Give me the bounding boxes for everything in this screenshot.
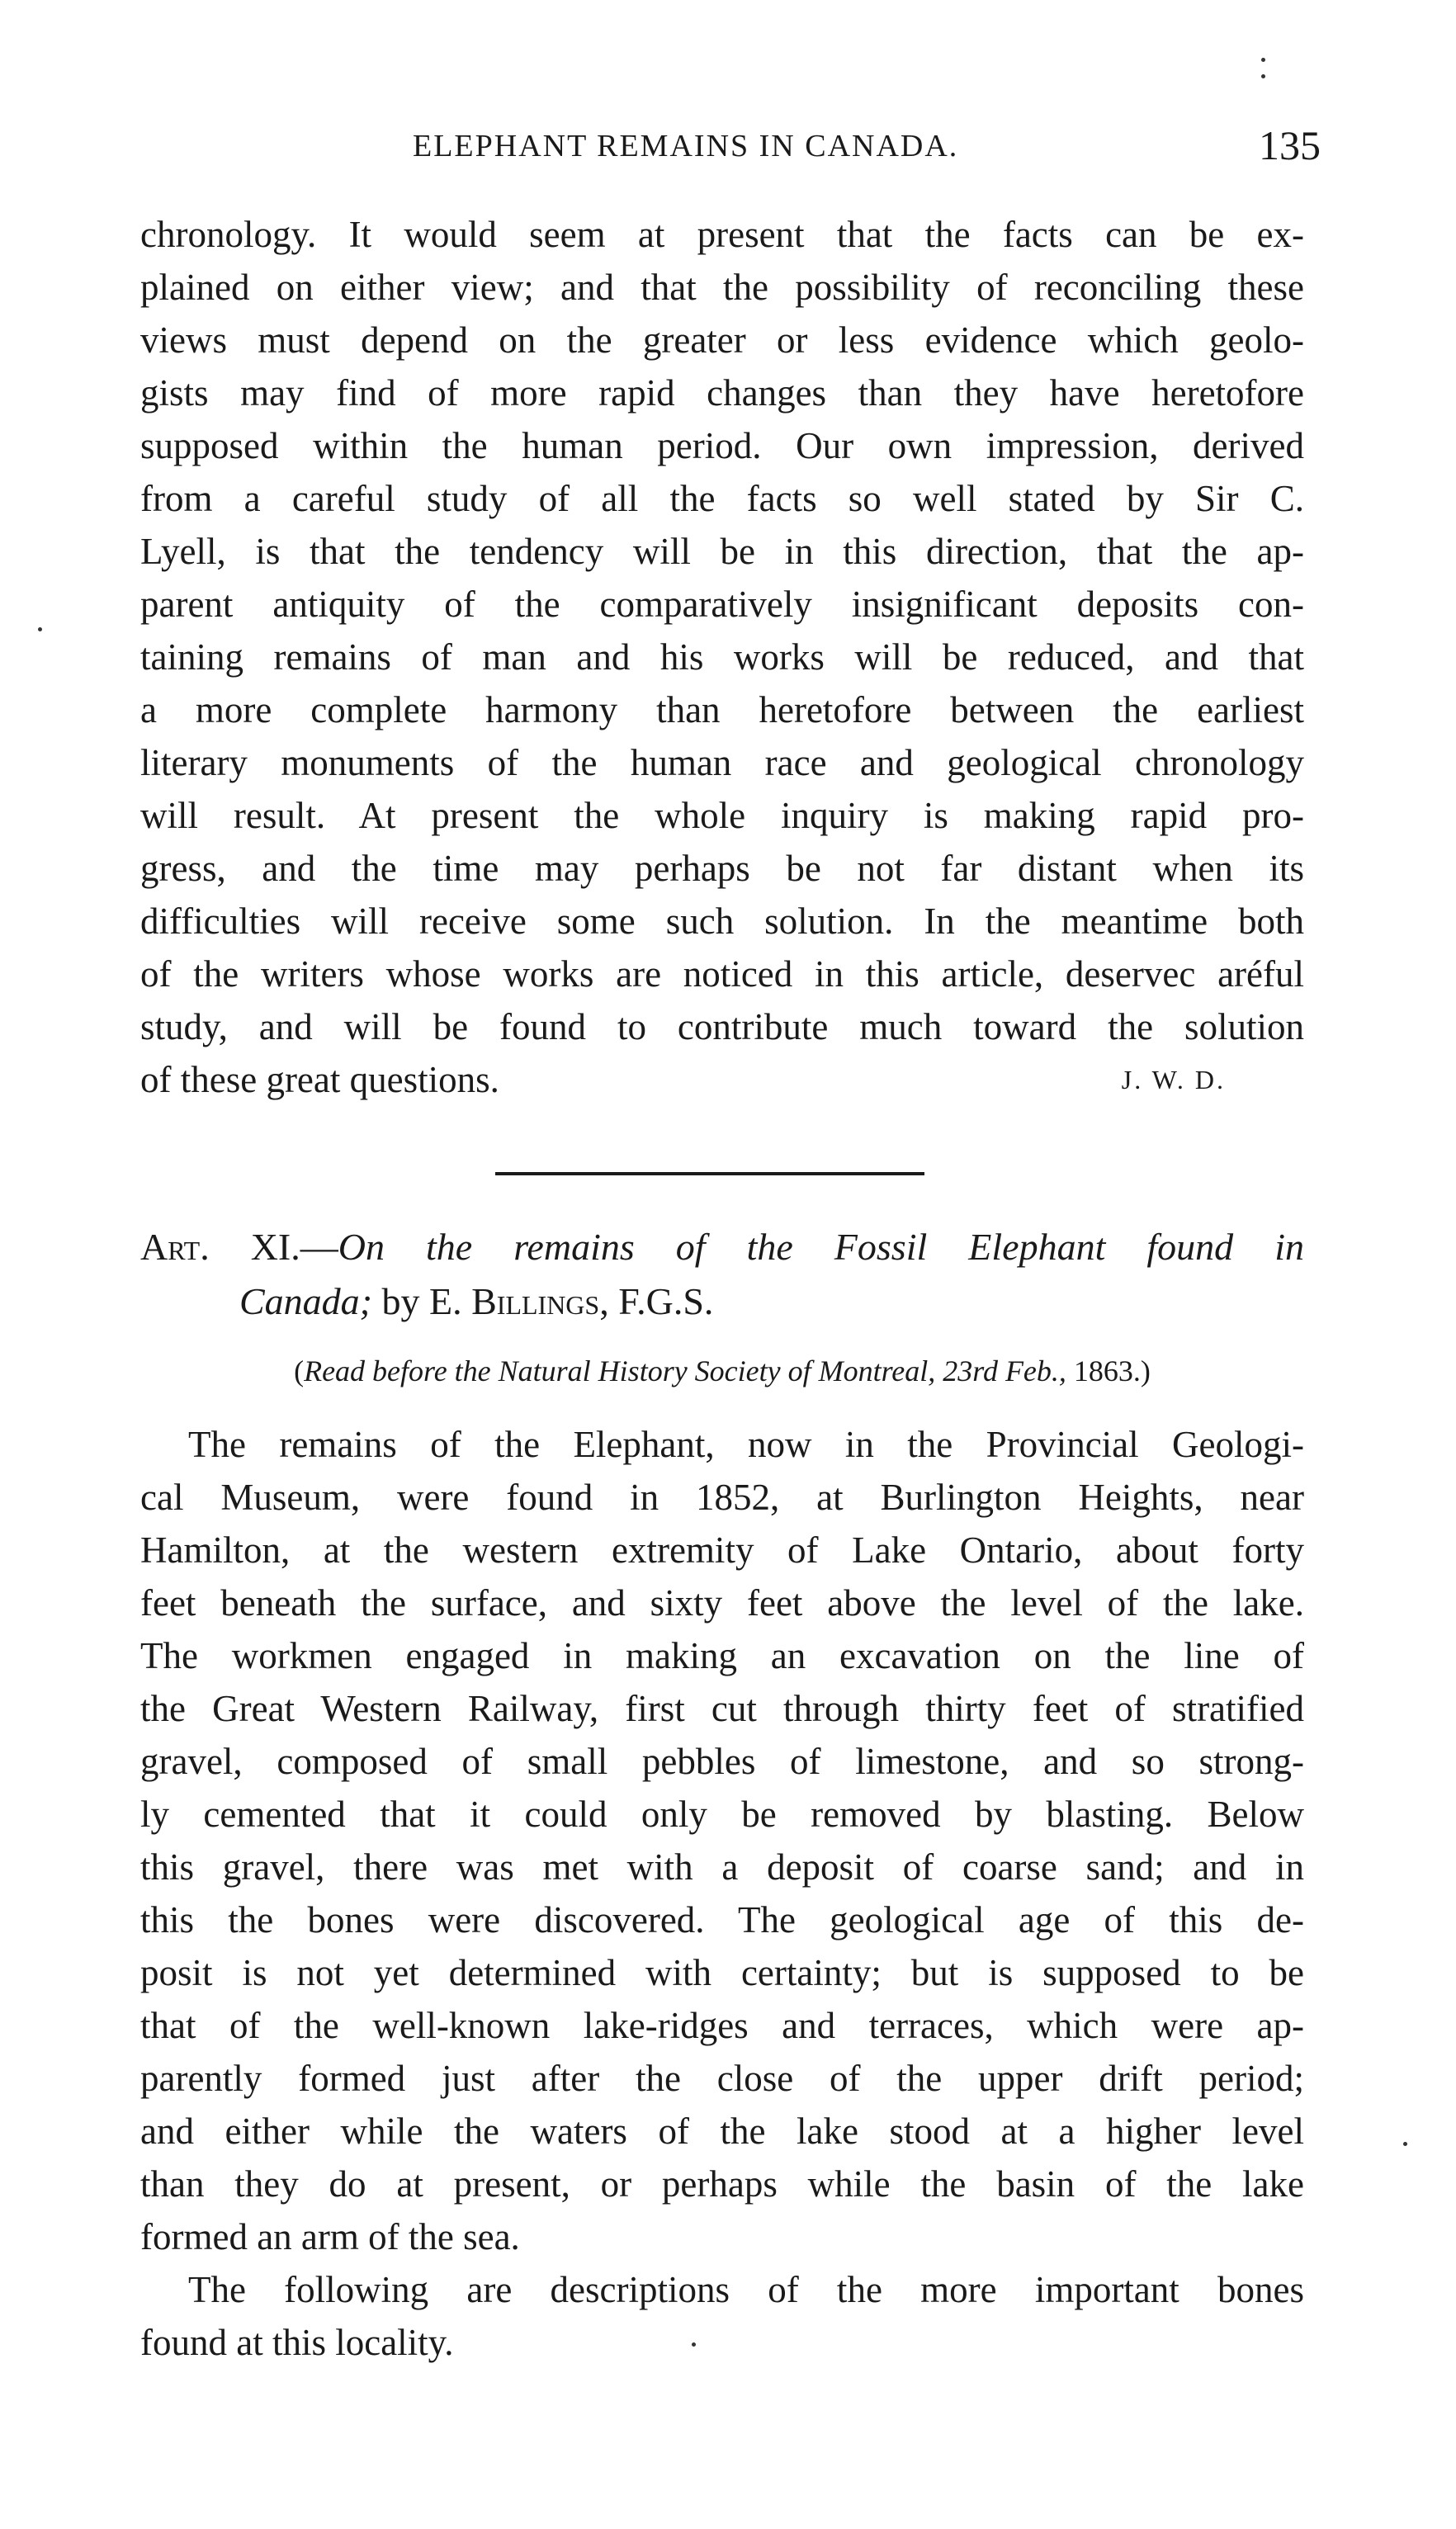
print-speck [38, 627, 42, 631]
text-line: gists may find of more rapid changes than they have heretofore [140, 372, 1304, 414]
article-heading-line [140, 1274, 1304, 1329]
print-speck [1403, 2142, 1407, 2146]
reading-note [140, 1354, 1304, 1388]
text-line: of these great questions. [140, 1059, 499, 1100]
page-number: 135 [1259, 122, 1321, 168]
text-line: The following are descriptions of the more important bones [188, 2269, 1304, 2310]
text-line: feet beneath the surface, and sixty feet above the level of the lake. [140, 1582, 1304, 1624]
article-title-continued: Canada; [239, 1280, 372, 1322]
article-body [140, 1418, 1304, 2369]
section-divider [495, 1172, 924, 1175]
text-line: this the bones were discovered. The geological age of this de- [140, 1899, 1304, 1940]
text-line: formed an arm of the sea. [140, 2216, 520, 2257]
text-line: cal Museum, were found in 1852, at Burlington Heights, near [140, 1477, 1304, 1518]
running-header [140, 122, 1321, 186]
text-line: ly cemented that it could only be removed by blasting. Below [140, 1794, 1304, 1835]
author-credentials: , F.G.S. [599, 1280, 714, 1322]
text-line: a more complete harmony than heretofore between the earliest [140, 689, 1304, 730]
text-line: of the writers whose works are noticed in this article, deservec aréful [140, 953, 1304, 995]
author-signature: J. W. D. [1121, 1065, 1226, 1094]
article-title: On the remains of the Fossil Elephant found in [338, 1226, 1304, 1268]
text-line: literary monuments of the human race and geological chronology [140, 742, 1304, 783]
previous-article-conclusion [140, 208, 1304, 1106]
text-line: than they do at present, or perhaps while the basin of the lake [140, 2163, 1304, 2205]
text-line: gress, and the time may perhaps be not far distant when its [140, 848, 1304, 889]
article-number: Art. XI. [140, 1226, 300, 1268]
text-line: that of the well-known lake-ridges and terraces, which were ap- [140, 2005, 1304, 2046]
reading-note-text: Read before the Natural History Society of Montreal, 23rd Feb., [304, 1354, 1066, 1387]
text-line: the Great Western Railway, first cut through thirty feet of stratified [140, 1688, 1304, 1729]
print-speck [1261, 74, 1265, 78]
text-line: and either while the waters of the lake stood at a higher level [140, 2111, 1304, 2152]
text-line: parent antiquity of the comparatively insignificant deposits con- [140, 584, 1304, 625]
text-line: posit is not yet determined with certainty; but is supposed to be [140, 1952, 1304, 1993]
text-line: parently formed just after the close of the upper drift period; [140, 2058, 1304, 2099]
closing-line [140, 1053, 1304, 1106]
text-line: gravel, composed of small pebbles of limestone, and so strong- [140, 1741, 1304, 1782]
text-line: from a careful study of all the facts so well stated by Sir C. [140, 478, 1304, 519]
text-line: found at this locality. [140, 2322, 454, 2363]
text-line: supposed within the human period. Our own impression, derived [140, 425, 1304, 466]
reading-note-year: 1863.) [1066, 1354, 1151, 1387]
article-heading-line [140, 1220, 1304, 1274]
article-dash: — [300, 1226, 338, 1268]
article-heading [140, 1220, 1304, 1329]
byline-by: by E. [372, 1280, 472, 1322]
text-line: taining remains of man and his works will be reduced, and that [140, 636, 1304, 678]
print-speck [1261, 58, 1265, 62]
running-title: ELEPHANT REMAINS IN CANADA. [413, 129, 959, 163]
text-line: views must depend on the greater or less evidence which geolo- [140, 319, 1304, 361]
text-line: this gravel, there was met with a deposit of coarse sand; and in [140, 1846, 1304, 1888]
text-line: study, and will be found to contribute much toward the solution [140, 1006, 1304, 1047]
text-line: will result. At present the whole inquiry is making rapid pro- [140, 795, 1304, 836]
text-line: Lyell, is that the tendency will be in this direction, that the ap- [140, 531, 1304, 572]
reading-note-paren: ( [294, 1354, 305, 1387]
text-line: chronology. It would seem at present that the facts can be ex- [140, 214, 1304, 255]
author-name: Billings [471, 1280, 600, 1322]
text-line: difficulties will receive some such solution. In the meantime both [140, 901, 1304, 942]
text-line: Hamilton, at the western extremity of Lake Ontario, about forty [140, 1529, 1304, 1571]
text-line: The remains of the Elephant, now in the Provincial Geologi- [188, 1424, 1304, 1465]
text-line: plained on either view; and that the possibility of reconciling these [140, 267, 1304, 308]
text-line: The workmen engaged in making an excavation on the line of [140, 1635, 1304, 1676]
